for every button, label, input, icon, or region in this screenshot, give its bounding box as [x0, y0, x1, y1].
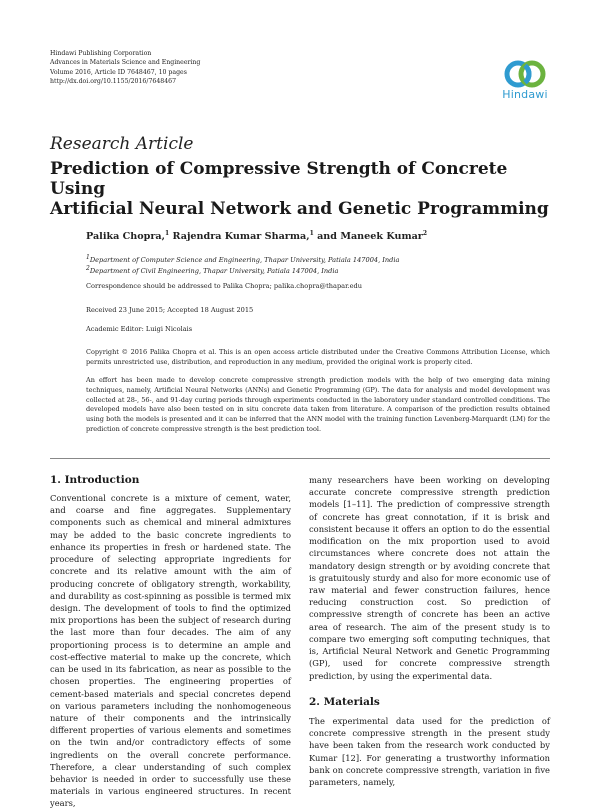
publisher-name: Hindawi Publishing Corporation [50, 50, 152, 57]
affiliation-1-text: Department of Computer Science and Engineering, Thapar University, Patiala 147004, India [89, 256, 400, 265]
materials-column [309, 715, 550, 788]
introduction-paragraph: Conventional concrete is a mixture of cement, water, and coarse and fine aggregates. Supplementary components such as chemical and mineral admixtures may be added to the basic concrete ingredients to enhance its properties in fresh or hardened state. The procedure of selecting appropriate ingredients for concrete and its relative amount with the aim of producing concrete of obligatory strength, workability, and durability as cost-spinning as possible is termed mix design. The development of tools to find the optimized mix proportions has been the subject of research during the last more than four decades. The aim of any proportioning process is to determine an ample and cost-effective material to make up the concrete, which can be used in its fabrication, as near as possible to the chosen properties. The engineering properties of cement-based materials and special concretes depend on various parameters including the nonhomogeneous nature of their components and the intrinsically different properties of various elements and sometimes on the twin and/or contradictory effects of some ingredients on the overall concrete performance. Therefore, a clear understanding of such complex behavior is needed in order to successfully use these materials in various engineered structures. In recent years, [50, 493, 291, 809]
paper-title [50, 159, 550, 219]
affiliation-1 [86, 254, 399, 264]
article-type: Research Article [50, 134, 194, 154]
journal-header [50, 49, 200, 87]
author-1-affil: 1 [165, 230, 170, 237]
academic-editor: Academic Editor: Luigi Nicolais [86, 325, 193, 333]
section-1-heading: 1. Introduction [50, 474, 140, 486]
doi-link[interactable]: http://dx.doi.org/10.1155/2016/7648467 [50, 78, 177, 86]
hindawi-logo-text: Hindawi [502, 88, 548, 101]
copyright-notice: Copyright © 2016 Palika Chopra et al. This is an open access article distributed under the Creative Commons Attribution License, which permits unrestricted use, distribution, and reproduction in any medium, provided the original work is properly cited. [86, 348, 550, 367]
materials-paragraph: The experimental data used for the prediction of concrete compressive strength in the present study have been taken from the research work conducted by Kumar [12]. For generating a trustworthy information bank on concrete compressive strength, variation in five parameters, namely, [309, 716, 550, 788]
affiliation-2-text: Department of Civil Engineering, Thapar University, Patiala 147004, India [89, 267, 339, 276]
title-line-2: Artificial Neural Network and Genetic Programming [50, 199, 549, 219]
author-3-affil: 2 [422, 230, 428, 237]
correspondence: Correspondence should be addressed to Palika Chopra; palika.chopra@thapar.edu [86, 282, 362, 290]
title-line-1: Prediction of Compressive Strength of Concrete Using [50, 159, 508, 199]
affiliation-2-marker: 2 [86, 265, 90, 272]
author-list [86, 230, 427, 242]
author-3: and Maneek Kumar [317, 231, 423, 243]
section-2-heading: 2. Materials [309, 696, 380, 708]
section-divider [50, 458, 550, 459]
introduction-continued-paragraph: many researchers have been working on developing accurate concrete compressive strength prediction models [1–11]. The prediction of compressive strength of concrete has great connotation, if it is brisk and consistent because it offers an option to do the essential modification on the mix proportion used to avoid circumstances where concrete does not attain the mandatory design strength or by avoiding concrete that is gratuitously sturdy and also for more economic use of raw material and fewer construction failures, hence reducing construction cost. So prediction of compressive strength of concrete has been an active area of research. The aim of the present study is to compare two emerging soft computing techniques, that is, Artificial Neural Network and Genetic Programming (GP), used for concrete compressive strength prediction, by using the experimental data. [309, 475, 550, 681]
affiliation-1-marker: 1 [86, 254, 90, 261]
journal-name: Advances in Materials Science and Engineering [50, 59, 201, 67]
introduction-left-column [50, 492, 291, 810]
volume-info: Volume 2016, Article ID 7648467, 10 pages [50, 68, 187, 76]
received-accepted-dates: Received 23 June 2015; Accepted 18 August 2015 [86, 306, 254, 314]
abstract: An effort has been made to develop concrete compressive strength prediction models with the help of two emerging data mining techniques, namely, Artificial Neural Networks (ANNs) and Genetic Programming (GP). The data for analysis and model development was collected at 28-, 56-, and 91-day curing periods through experiments conducted in the laboratory under standard controlled conditions. The developed models have also been tested on in situ concrete data taken from literature. A comparison of the prediction results obtained using both the models is presented and it can be inferred that the ANN model with the training function Levenberg-Marquardt (LM) for the prediction of concrete compressive strength is the best prediction tool. [86, 376, 550, 433]
author-2: Rajendra Kumar Sharma, [172, 231, 310, 243]
affiliation-2 [86, 265, 338, 275]
author-2-affil: 1 [309, 230, 314, 237]
introduction-right-column [309, 474, 550, 682]
author-1: Palika Chopra, [86, 231, 165, 243]
